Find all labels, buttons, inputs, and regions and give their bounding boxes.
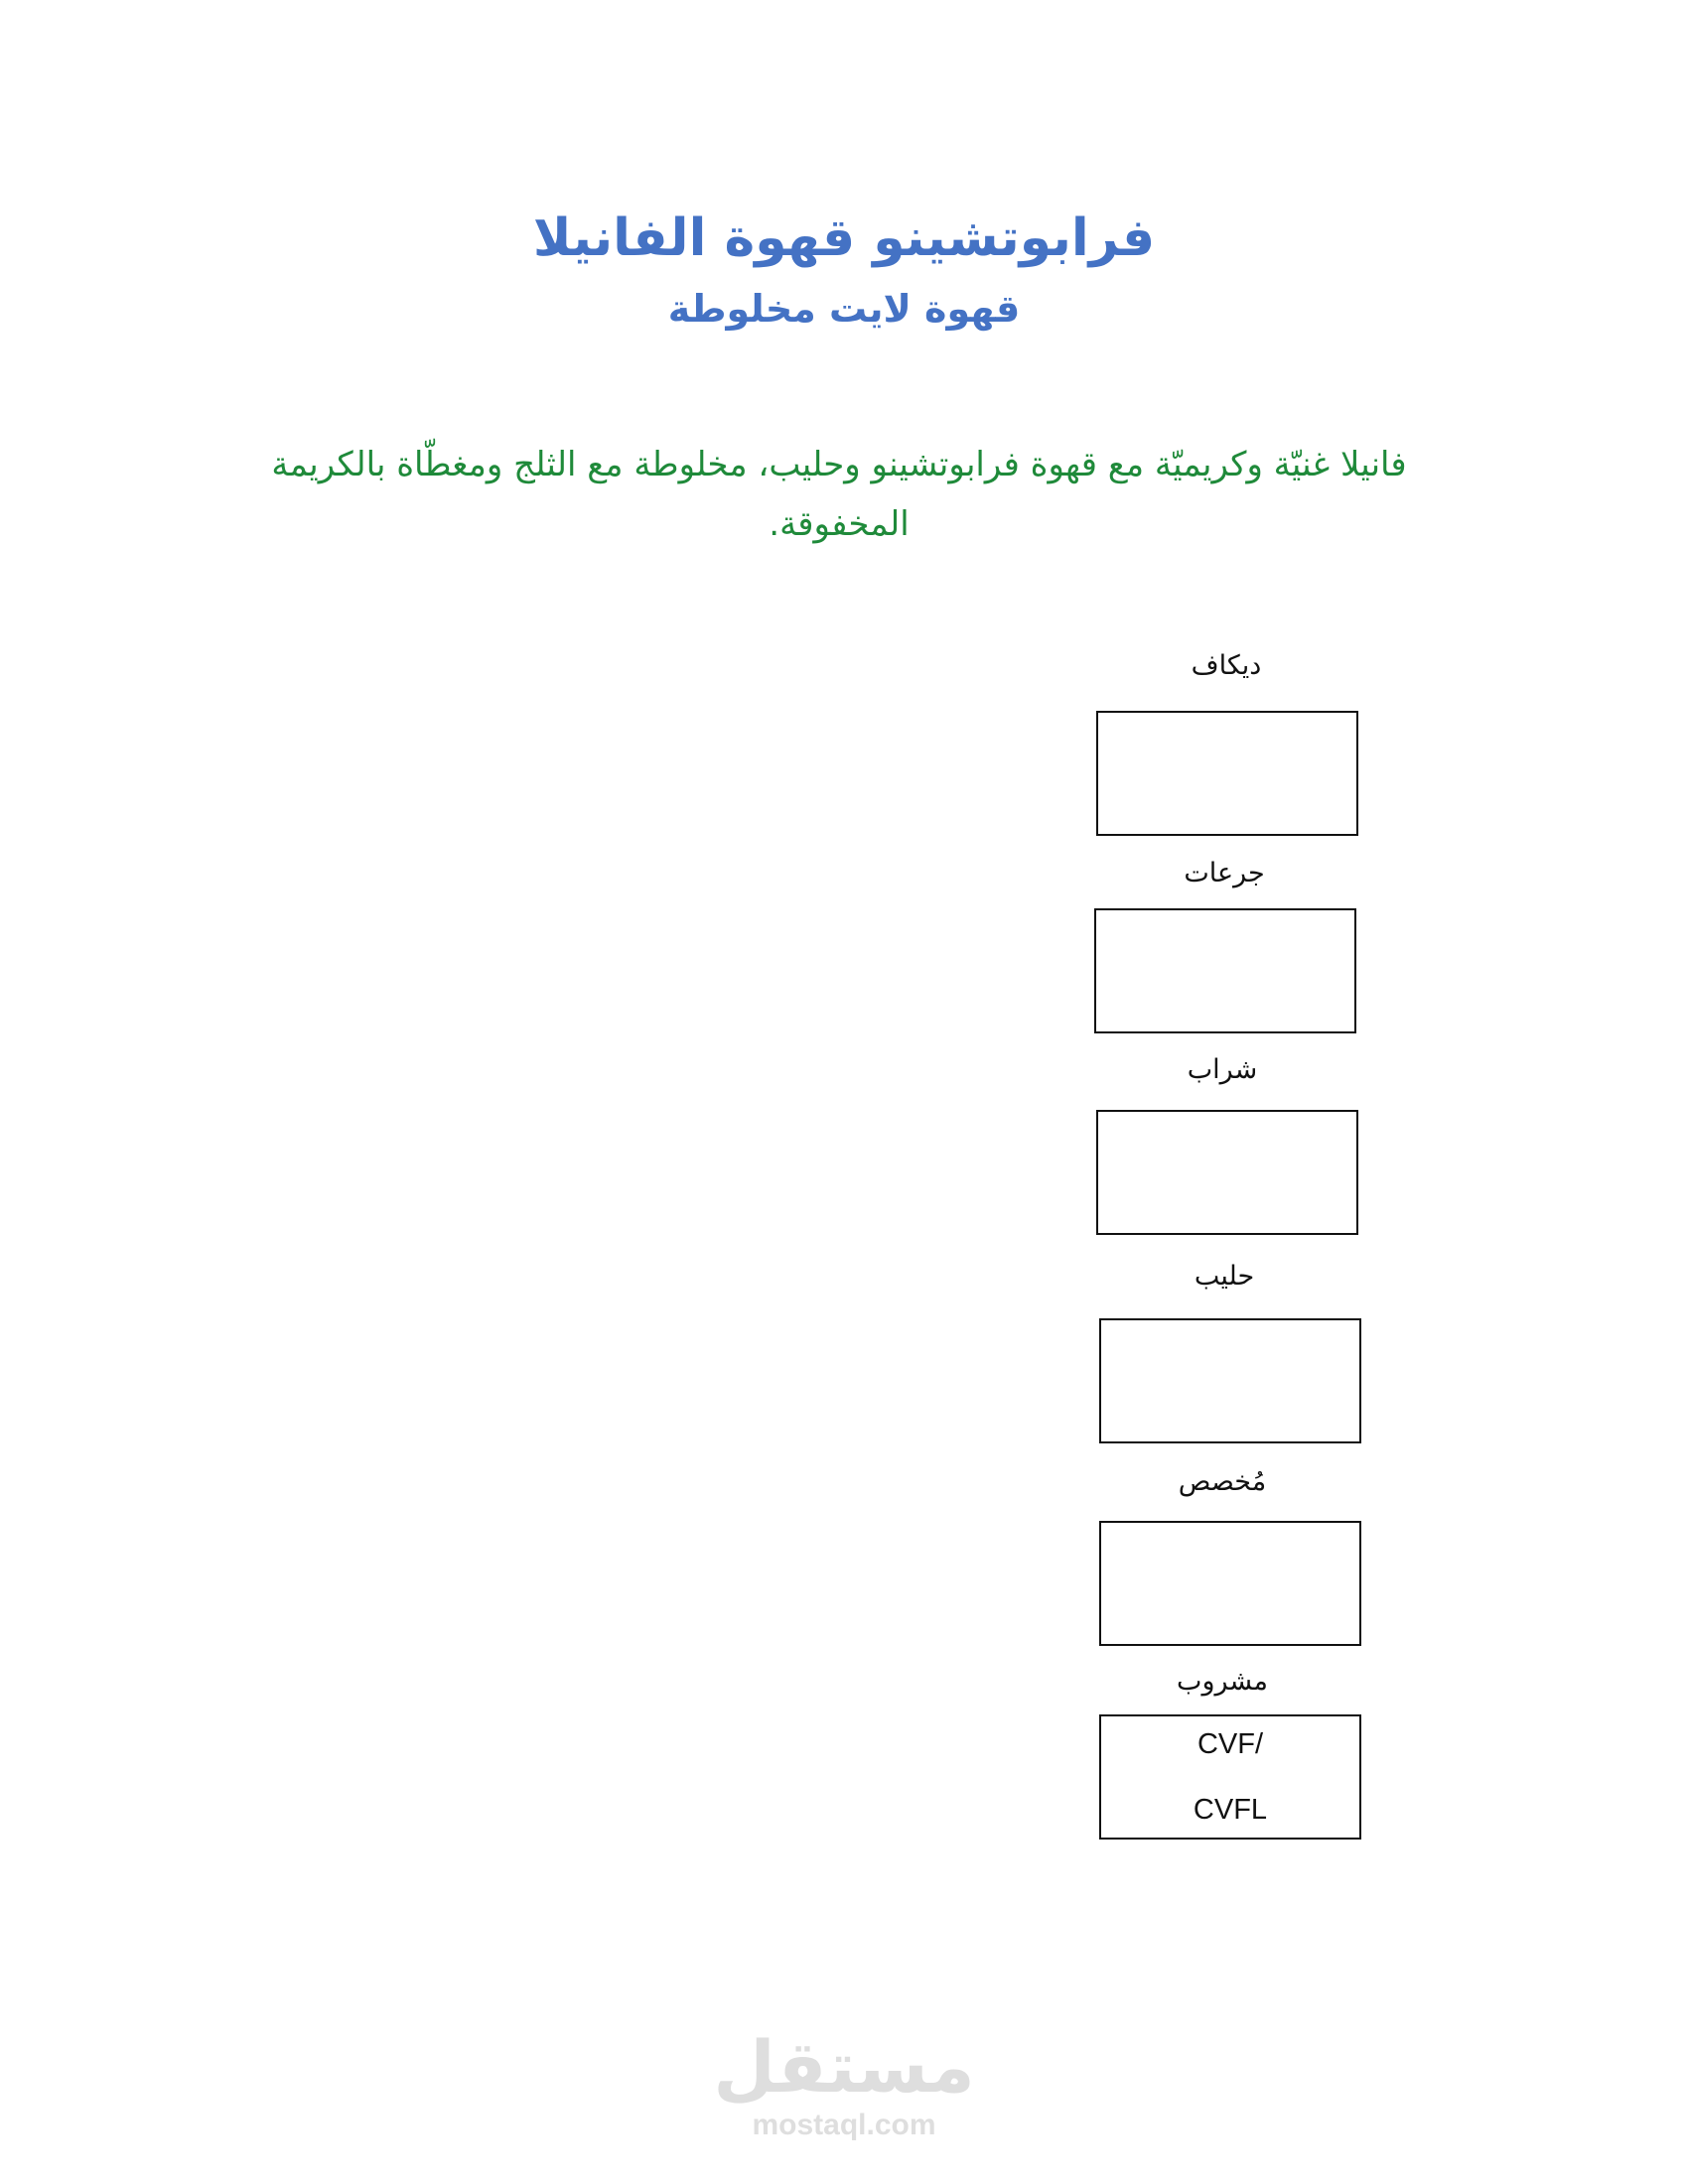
page-title: فرابوتشينو قهوة الفانيلا: [532, 208, 1156, 268]
description-text: فانيلا غنيّة وكريميّة مع قهوة فرابوتشينو وحليب، مخلوطة مع الثلج ومغطّاة بالكريمة المخفوقة.: [271, 445, 1407, 544]
watermark-arabic: مستقل: [713, 2025, 975, 2109]
drink-code-box[interactable]: [1099, 1714, 1361, 1840]
shots-box[interactable]: [1094, 908, 1356, 1033]
decaf-label: ديكاف: [1191, 650, 1262, 681]
drink-code-line-1: CVF/: [1196, 1728, 1264, 1760]
drink-code-line-2: CVFL: [1193, 1794, 1268, 1826]
decaf-box[interactable]: [1096, 711, 1358, 836]
custom-label: مُخصص: [1178, 1466, 1267, 1497]
custom-box[interactable]: [1099, 1521, 1361, 1646]
watermark-latin: mostaql.com: [752, 2109, 936, 2141]
page-subtitle: قهوة لايت مخلوطة: [667, 287, 1021, 331]
syrup-box[interactable]: [1096, 1110, 1358, 1235]
drink-label: مشروب: [1177, 1666, 1268, 1697]
syrup-label: شراب: [1187, 1054, 1258, 1085]
milk-box[interactable]: [1099, 1318, 1361, 1443]
shots-label: جرعات: [1184, 858, 1265, 888]
mostaql-watermark: [695, 2025, 993, 2142]
milk-label: حليب: [1194, 1261, 1255, 1292]
